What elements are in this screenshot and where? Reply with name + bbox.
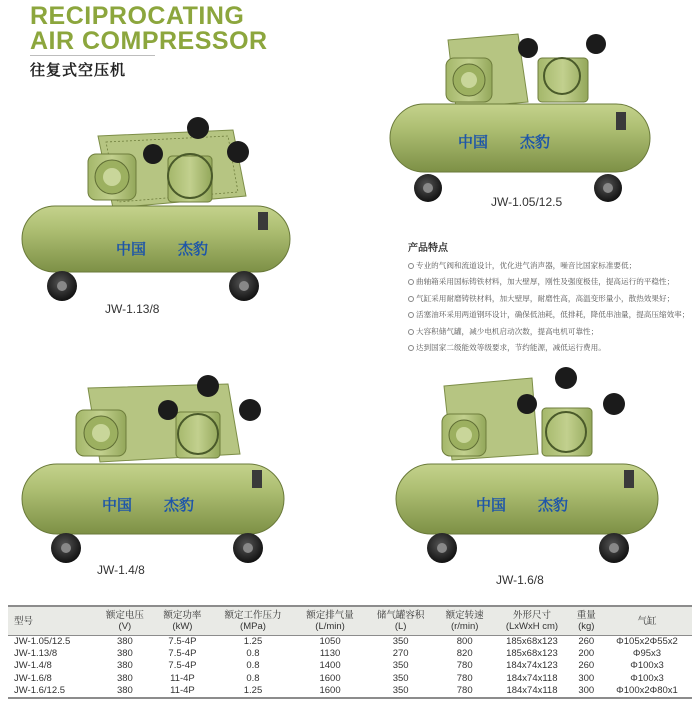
feature-item: 达到国家二级能效等级要求，节约能源，减低运行费用。 <box>408 340 698 356</box>
tank-logo-1 <box>116 238 208 259</box>
table-row <box>8 673 692 685</box>
compressor-image-jw-1-05-12-5 <box>388 28 654 204</box>
table-cell: 300 <box>571 685 603 698</box>
tank-logo-2 <box>458 131 550 152</box>
bullet-icon <box>408 263 414 269</box>
table-cell: 380 <box>116 648 133 660</box>
header-power: 额定功率 (kW) <box>154 606 212 636</box>
table-cell: 1.25 <box>243 636 263 647</box>
table-cell: 11-4P <box>154 685 212 698</box>
table-cell: JW-1.6/8 <box>14 672 52 684</box>
table-cell: 200 <box>578 648 595 660</box>
features-list <box>408 258 698 356</box>
table-cell: 350 <box>392 660 409 672</box>
header-speed: 额定转速 (r/min) <box>436 606 494 636</box>
bullet-icon <box>408 329 414 335</box>
table-cell: 184x74x123 <box>506 660 558 672</box>
table-cell: 800 <box>456 636 473 647</box>
features-title: 产品特点 <box>408 243 448 254</box>
feature-item: 曲轴箱采用国标铸铁材料，加大壁厚，刚性及强度极佳，提高运行的平稳性； <box>408 274 698 290</box>
table-cell: 1600 <box>295 685 366 698</box>
feature-item: 大容积储气罐，减少电机启动次数，提高电机可靠性； <box>408 324 698 340</box>
title-line-1: RECIPROCATING <box>30 2 245 30</box>
table-cell: 0.8 <box>246 648 260 660</box>
table-cell: 1050 <box>319 636 341 647</box>
feature-item: 专业的气阀和流道设计，优化进气消声器，噪音比国家标准要低； <box>408 258 698 274</box>
header-weight: 重量 (kg) <box>571 606 603 636</box>
table-cell: 350 <box>365 685 436 698</box>
table-cell: 260 <box>578 636 595 647</box>
table-cell: 270 <box>392 648 409 660</box>
table-row <box>8 648 692 660</box>
tank-logo-right: 杰豹 <box>538 497 569 514</box>
table-row <box>8 685 692 698</box>
header-dimensions: 外形尺寸 (LxWxH cm) <box>493 606 570 636</box>
table-cell: 780 <box>456 660 473 672</box>
table-cell: JW-1.4/8 <box>14 660 52 672</box>
feature-item: 活塞油环采用两道钢环设计，确保低油耗，低排耗，降低串油量，提高压缩效率； <box>408 307 698 323</box>
spec-table <box>8 605 692 699</box>
table-cell: Φ105x2Φ55x2 <box>616 636 678 647</box>
table-cell: 7.5-4P <box>168 660 197 672</box>
table-cell: Φ100x2Φ80x1 <box>602 685 692 698</box>
tank-logo-right: 杰豹 <box>520 134 551 151</box>
compressor-image-jw-1-4-8 <box>18 374 292 564</box>
compressor-image-jw-1-6-8 <box>392 362 664 566</box>
table-cell: Φ100x3 <box>630 672 664 684</box>
table-cell: 1400 <box>319 660 341 672</box>
table-cell: 7.5-4P <box>168 636 197 647</box>
title-english <box>30 4 268 54</box>
tank-logo-left: 中国 <box>116 241 147 258</box>
table-cell: JW-1.6/12.5 <box>8 685 96 698</box>
table-cell: 780 <box>436 685 494 698</box>
table-cell: 380 <box>116 636 133 647</box>
table-cell: JW-1.13/8 <box>14 648 58 660</box>
bullet-icon <box>408 279 414 285</box>
table-cell: 260 <box>578 660 595 672</box>
table-cell: Φ95x3 <box>632 648 662 660</box>
table-cell: 780 <box>456 672 473 684</box>
table-cell: 380 <box>96 685 154 698</box>
bullet-icon <box>408 296 414 302</box>
title-line-2: AIR COMPRESSOR <box>30 27 268 55</box>
header-tank-volume: 储气罐容积 (L) <box>365 606 436 636</box>
model-caption-1: JW-1.13/8 <box>105 302 160 316</box>
model-caption-2: JW-1.05/12.5 <box>491 195 563 209</box>
compressor-image-jw-1-13-8 <box>18 116 298 306</box>
table-cell: 350 <box>392 636 409 647</box>
header-displacement: 额定排气量 (L/min) <box>295 606 366 636</box>
table-cell: 380 <box>116 660 133 672</box>
table-cell: 7.5-4P <box>168 648 197 660</box>
table-cell: 0.8 <box>246 660 260 672</box>
table-cell: 1600 <box>319 672 341 684</box>
bullet-icon <box>408 312 414 318</box>
table-cell: 350 <box>392 672 409 684</box>
header-pressure: 额定工作压力 (MPa) <box>211 606 295 636</box>
title-divider <box>30 55 155 56</box>
spec-table-header-row <box>8 606 692 636</box>
product-features <box>408 239 698 356</box>
table-cell: 1.25 <box>211 685 295 698</box>
feature-item: 气缸采用耐磨铸铁材料，加大壁厚，耐磨性高，高温变形量小，散热效果好； <box>408 291 698 307</box>
tank-logo-right: 杰豹 <box>178 241 209 258</box>
table-cell: Φ100x3 <box>630 660 664 672</box>
title-chinese: 往复式空压机 <box>30 62 127 79</box>
table-cell: 185x68x123 <box>506 648 558 660</box>
table-cell: JW-1.05/12.5 <box>14 636 71 647</box>
table-cell: 380 <box>116 672 133 684</box>
tank-logo-left: 中国 <box>476 497 507 514</box>
table-cell: 184x74x118 <box>506 672 558 684</box>
model-caption-4: JW-1.6/8 <box>496 573 544 587</box>
tank-logo-right: 杰豹 <box>164 497 195 514</box>
bullet-icon <box>408 345 414 351</box>
table-cell: 185x68x123 <box>506 636 558 647</box>
tank-logo-3 <box>102 494 194 515</box>
table-row <box>8 636 692 649</box>
table-cell: 184x74x118 <box>493 685 570 698</box>
model-caption-3: JW-1.4/8 <box>97 563 145 577</box>
header-voltage: 额定电压 (V) <box>96 606 154 636</box>
header-cylinder: 气缸 <box>602 606 692 636</box>
tank-logo-left: 中国 <box>458 134 489 151</box>
table-cell: 300 <box>578 672 595 684</box>
table-row <box>8 660 692 672</box>
table-cell: 0.8 <box>246 672 260 684</box>
table-cell: 820 <box>456 648 473 660</box>
spec-table-body <box>8 636 692 699</box>
header-model: 型号 <box>8 606 96 636</box>
table-cell: 11-4P <box>170 672 195 684</box>
tank-logo-left: 中国 <box>102 497 133 514</box>
tank-logo-4 <box>476 494 568 515</box>
table-cell: 1130 <box>319 648 341 660</box>
